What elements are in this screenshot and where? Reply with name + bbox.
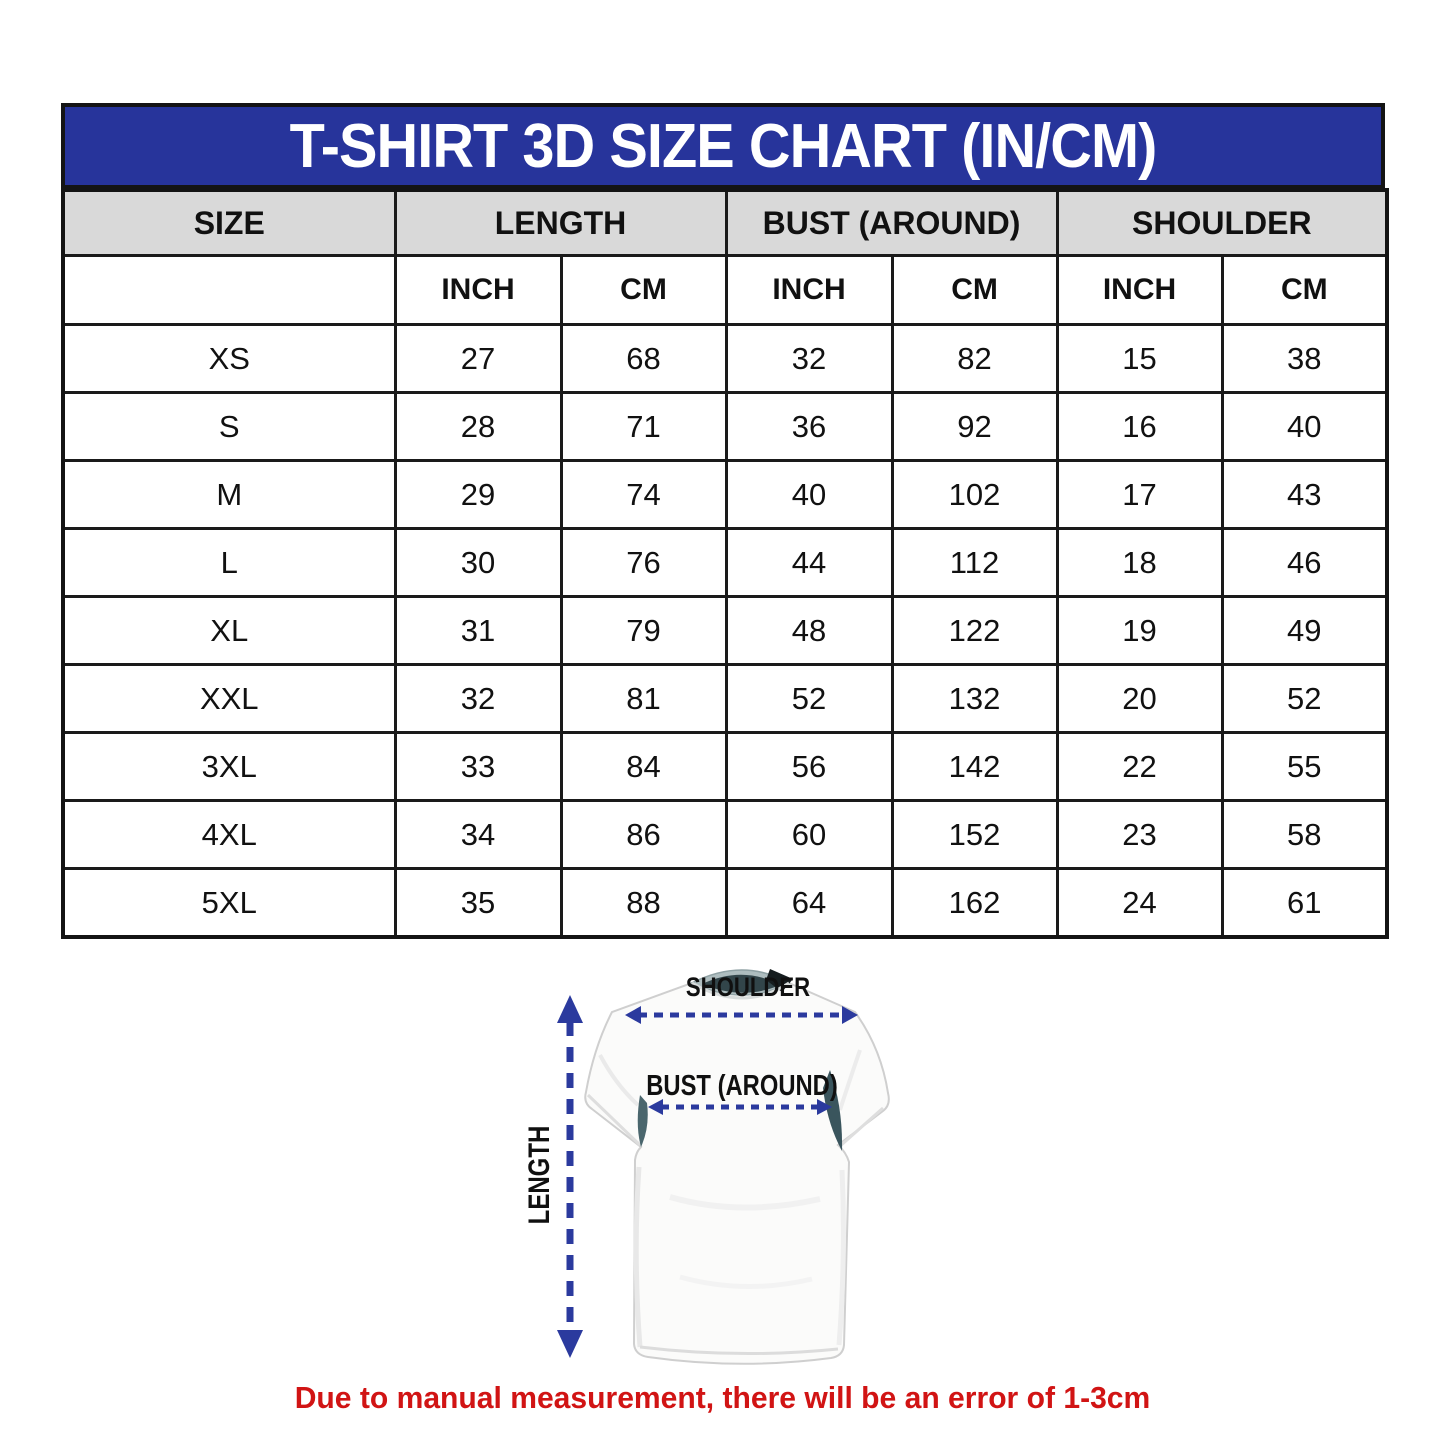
table-row-xl <box>63 597 1387 665</box>
measure-value: 34 <box>395 801 561 869</box>
measure-value: 58 <box>1222 801 1387 869</box>
unit-header-inch: INCH <box>726 256 892 325</box>
unit-header-cm: CM <box>892 256 1057 325</box>
measure-value: 43 <box>1222 461 1387 529</box>
measure-value: 48 <box>726 597 892 665</box>
measure-value: 40 <box>1222 393 1387 461</box>
size-label: XL <box>63 597 395 665</box>
table-row-xs <box>63 325 1387 393</box>
measure-value: 162 <box>892 869 1057 938</box>
length-measure-label: LENGTH <box>523 1125 556 1225</box>
size-label: L <box>63 529 395 597</box>
measure-value: 82 <box>892 325 1057 393</box>
measure-value: 49 <box>1222 597 1387 665</box>
unit-header-cm: CM <box>1222 256 1387 325</box>
measure-value: 102 <box>892 461 1057 529</box>
col-header-bust: BUST (AROUND) <box>726 190 1057 256</box>
measure-value: 112 <box>892 529 1057 597</box>
measure-value: 27 <box>395 325 561 393</box>
size-chart-banner <box>61 103 1385 189</box>
measure-value: 40 <box>726 461 892 529</box>
measure-value: 74 <box>561 461 726 529</box>
unit-header-empty <box>63 256 395 325</box>
size-label: M <box>63 461 395 529</box>
size-chart-table <box>61 188 1389 939</box>
measure-value: 122 <box>892 597 1057 665</box>
table-row-l <box>63 529 1387 597</box>
size-label: 4XL <box>63 801 395 869</box>
bust-measure-label: BUST (AROUND) <box>646 1070 838 1102</box>
measure-value: 88 <box>561 869 726 938</box>
measurement-error-note: Due to manual measurement, there will be an error of 1-3cm <box>294 1380 1151 1415</box>
measure-value: 64 <box>726 869 892 938</box>
measure-value: 24 <box>1057 869 1222 938</box>
measure-value: 142 <box>892 733 1057 801</box>
measure-value: 132 <box>892 665 1057 733</box>
table-row-5xl <box>63 869 1387 938</box>
size-label: S <box>63 393 395 461</box>
measure-value: 76 <box>561 529 726 597</box>
measure-value: 35 <box>395 869 561 938</box>
measure-value: 19 <box>1057 597 1222 665</box>
measure-value: 32 <box>395 665 561 733</box>
measure-value: 79 <box>561 597 726 665</box>
measure-value: 29 <box>395 461 561 529</box>
measure-value: 55 <box>1222 733 1387 801</box>
measure-value: 152 <box>892 801 1057 869</box>
measure-value: 18 <box>1057 529 1222 597</box>
tshirt-illustration <box>585 969 889 1364</box>
measure-value: 28 <box>395 393 561 461</box>
measure-value: 20 <box>1057 665 1222 733</box>
measure-value: 84 <box>561 733 726 801</box>
measure-value: 56 <box>726 733 892 801</box>
measure-value: 61 <box>1222 869 1387 938</box>
table-row-3xl <box>63 733 1387 801</box>
col-header-length: LENGTH <box>395 190 726 256</box>
measure-value: 52 <box>1222 665 1387 733</box>
measure-value: 52 <box>726 665 892 733</box>
col-header-shoulder: SHOULDER <box>1057 190 1387 256</box>
measure-value: 30 <box>395 529 561 597</box>
measure-value: 71 <box>561 393 726 461</box>
shoulder-measure-label: SHOULDER <box>685 972 811 1002</box>
tshirt-measurement-diagram <box>540 955 920 1385</box>
col-header-size: SIZE <box>63 190 395 256</box>
measure-value: 36 <box>726 393 892 461</box>
measure-value: 15 <box>1057 325 1222 393</box>
page-title: T-SHIRT 3D SIZE CHART (IN/CM) <box>289 111 1157 181</box>
size-label: XS <box>63 325 395 393</box>
size-label: XXL <box>63 665 395 733</box>
measure-value: 86 <box>561 801 726 869</box>
measure-value: 46 <box>1222 529 1387 597</box>
unit-header-inch: INCH <box>1057 256 1222 325</box>
table-row-xxl <box>63 665 1387 733</box>
measure-value: 16 <box>1057 393 1222 461</box>
measure-value: 44 <box>726 529 892 597</box>
measure-value: 31 <box>395 597 561 665</box>
unit-header-cm: CM <box>561 256 726 325</box>
measure-value: 92 <box>892 393 1057 461</box>
measure-value: 60 <box>726 801 892 869</box>
measure-value: 22 <box>1057 733 1222 801</box>
unit-header-row <box>63 256 1387 325</box>
measure-value: 32 <box>726 325 892 393</box>
table-row-4xl <box>63 801 1387 869</box>
measure-value: 68 <box>561 325 726 393</box>
measure-value: 17 <box>1057 461 1222 529</box>
measure-value: 33 <box>395 733 561 801</box>
measure-value: 38 <box>1222 325 1387 393</box>
table-row-s <box>63 393 1387 461</box>
size-label: 5XL <box>63 869 395 938</box>
measure-value: 23 <box>1057 801 1222 869</box>
table-header-row <box>63 190 1387 256</box>
size-label: 3XL <box>63 733 395 801</box>
table-row-m <box>63 461 1387 529</box>
unit-header-inch: INCH <box>395 256 561 325</box>
length-arrow <box>557 995 583 1358</box>
measure-value: 81 <box>561 665 726 733</box>
